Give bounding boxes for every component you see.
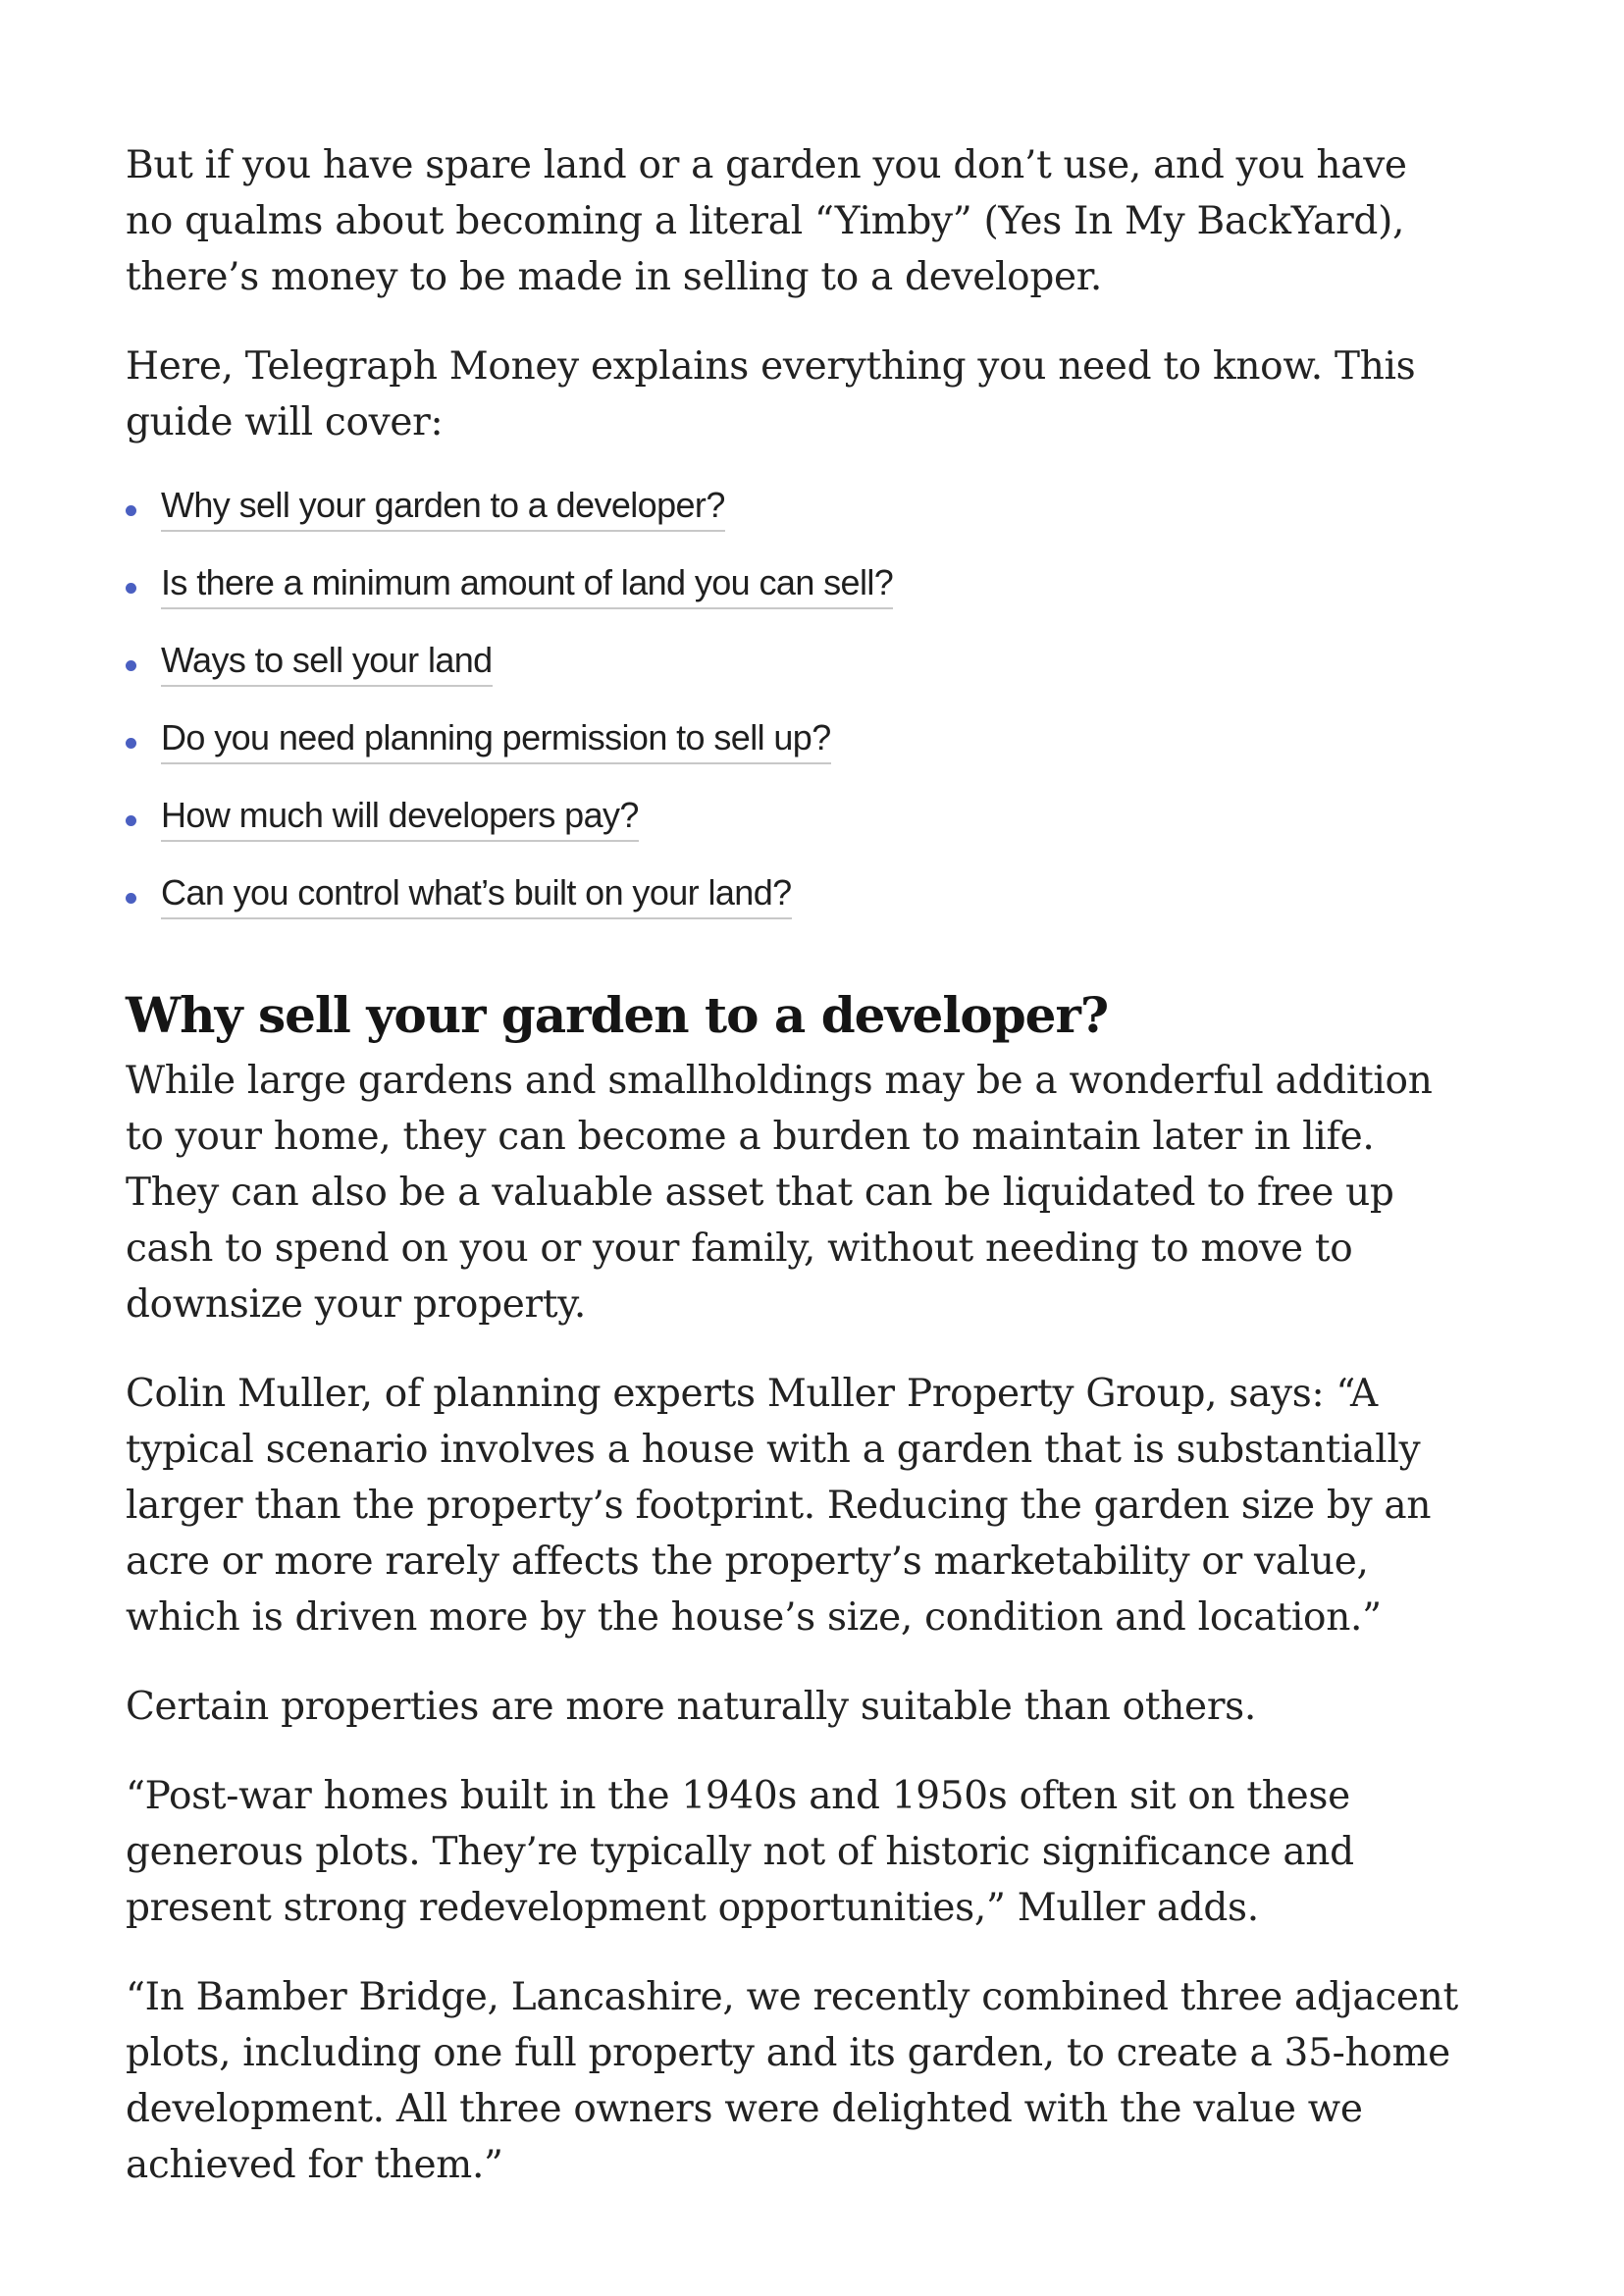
- toc-link-minimum-land[interactable]: Is there a minimum amount of land you can sell?: [161, 561, 893, 609]
- body-paragraph: While large gardens and smallholdings may be a wonderful addition to your home, they can become a burden to maintain later in life. They can also be a valuable asset that can be liquidated to free up cash to spend on you or your family, without needing to move to downsize your property.: [126, 1059, 1433, 1327]
- body-paragraph: Certain properties are more naturally suitable than others.: [126, 1685, 1256, 1729]
- toc-link-why-sell[interactable]: Why sell your garden to a developer?: [161, 484, 725, 532]
- intro-paragraph: Here, Telegraph Money explains everything you need to know. This guide will cover:: [126, 344, 1416, 444]
- table-of-contents: [126, 484, 1460, 949]
- toc-item: [126, 484, 1460, 561]
- bullet-icon: [126, 660, 136, 671]
- toc-link-developer-pay[interactable]: How much will developers pay?: [161, 794, 639, 842]
- toc-item: [126, 716, 1460, 794]
- article-body: [126, 137, 1460, 2226]
- toc-link-ways-to-sell[interactable]: Ways to sell your land: [161, 639, 493, 687]
- toc-item: [126, 639, 1460, 716]
- toc-link-planning-permission[interactable]: Do you need planning permission to sell up?: [161, 716, 831, 764]
- intro-paragraph: But if you have spare land or a garden you don’t use, and you have no qualms about becoming a literal “Yimby” (Yes In My BackYard), there’s money to be made in selling to a developer.: [126, 143, 1407, 299]
- bullet-icon: [126, 583, 136, 594]
- body-paragraph: “Post-war homes built in the 1940s and 1950s often sit on these generous plots. They’re typically not of historic significance and present strong redevelopment opportunities,” Muller adds.: [126, 1774, 1354, 1930]
- toc-item: [126, 794, 1460, 871]
- toc-item: [126, 871, 1460, 949]
- bullet-icon: [126, 738, 136, 749]
- bullet-icon: [126, 815, 136, 826]
- body-paragraph: Colin Muller, of planning experts Muller Property Group, says: “A typical scenario involves a house with a garden that is substantially larger than the property’s footprint. Reducing the garden size by an acre or more rarely affects the property’s marketability or value, which is driven more by the house’s size, condition and location.”: [126, 1372, 1432, 1640]
- toc-item: [126, 561, 1460, 639]
- toc-link-control-build[interactable]: Can you control what’s built on your land?: [161, 871, 792, 919]
- bullet-icon: [126, 893, 136, 904]
- bullet-icon: [126, 505, 136, 516]
- body-paragraph: “In Bamber Bridge, Lancashire, we recently combined three adjacent plots, including one full property and its garden, to create a 35-home development. All three owners were delighted with the value we achieved for them.”: [126, 1975, 1458, 2187]
- section-heading: Why sell your garden to a developer?: [126, 986, 1109, 1044]
